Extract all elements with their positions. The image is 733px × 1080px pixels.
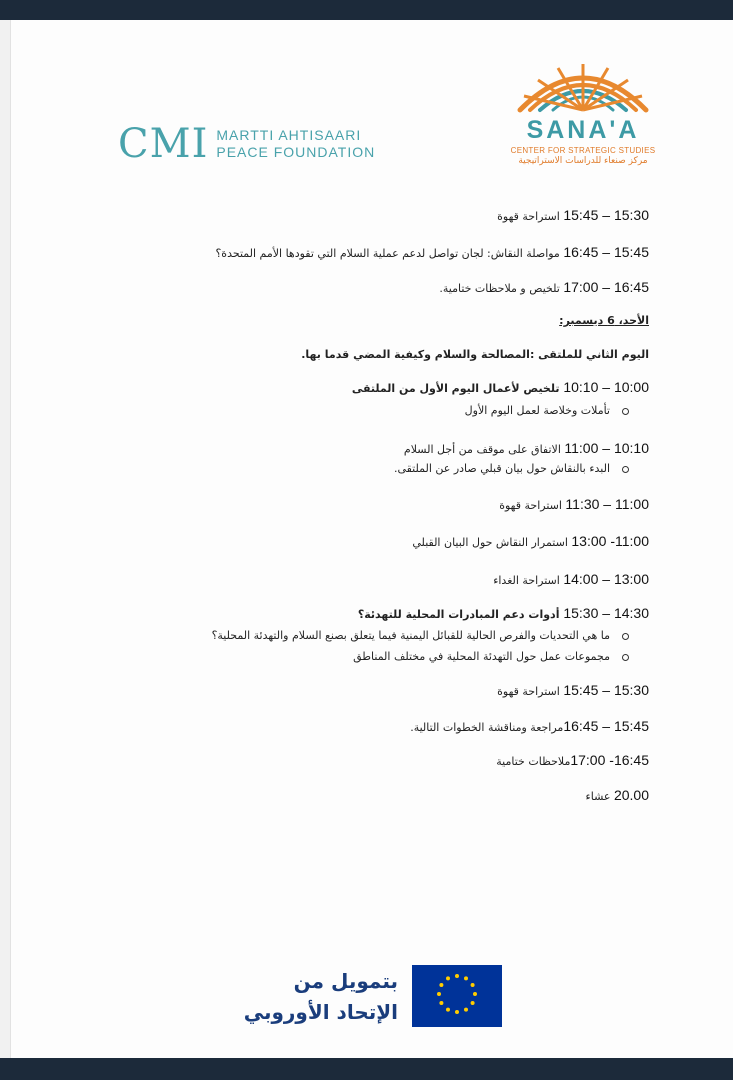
bullet-icon	[622, 466, 629, 473]
day-heading	[559, 314, 649, 328]
agenda-time: 15:45 – 16:45	[563, 244, 649, 260]
sanaa-logo	[508, 58, 658, 173]
window-top-bar	[0, 0, 733, 20]
sanaa-logo-english: CENTER FOR STRATEGIC STUDIES	[510, 146, 656, 155]
document-page	[0, 20, 733, 1058]
sanaa-logo-arabic: مركز صنعاء للدراسات الاستراتيجية	[518, 156, 648, 166]
agenda-time: 20.00	[613, 787, 649, 803]
agenda-text: تلخيص و ملاحظات ختامية.	[439, 282, 560, 295]
agenda-item	[412, 534, 649, 550]
agenda-time: 15:30 – 15:45	[563, 682, 649, 698]
sanaa-logo-name: SANA'A	[526, 116, 640, 144]
agenda-text: استراحة قهوة	[497, 210, 560, 223]
cmi-logo-line2: PEACE FOUNDATION	[216, 144, 376, 160]
agenda-bullet-text: ما هي التحديات والفرص الحالية للقبائل اليمنية فيما يتعلق بصنع السلام والتهدئة المحلية؟	[211, 629, 610, 642]
agenda-bullet	[353, 650, 629, 664]
agenda-text: ملاحظات ختامية	[496, 755, 571, 768]
bullet-icon	[622, 654, 629, 661]
agenda-time: 11:00- 13:00	[571, 533, 649, 549]
agenda-item	[586, 788, 649, 804]
agenda-time: 16:45 – 17:00	[563, 279, 649, 295]
agenda-text: تلخيص لأعمال اليوم الأول من الملتقى	[351, 382, 560, 395]
agenda-time: 10:10 – 11:00	[564, 440, 649, 456]
funding-text	[238, 966, 398, 1028]
cmi-logo-mark: CMI	[118, 121, 209, 167]
eu-flag-icon	[412, 965, 502, 1027]
window-bottom-bar	[0, 1058, 733, 1080]
agenda-time: 15:30 – 15:45	[563, 207, 649, 223]
cmi-logo-line1: MARTTI AHTISAARI	[216, 127, 362, 143]
agenda-time: 10:00 – 10:10	[563, 379, 649, 395]
agenda-text: عشاء	[585, 790, 611, 803]
agenda-bullet	[212, 629, 629, 643]
agenda-text: أدوات دعم المبادرات المحلية للتهدئة؟	[357, 608, 560, 621]
agenda-item	[358, 606, 649, 622]
agenda-bullet	[394, 462, 629, 476]
cmi-logo-text	[216, 127, 375, 161]
agenda-item	[410, 719, 649, 735]
agenda-bullet-text: تأملات وخلاصة لعمل اليوم الأول	[464, 404, 610, 417]
agenda-text: استمرار النقاش حول البيان القبلي	[412, 536, 568, 549]
bullet-icon	[622, 408, 629, 415]
day-subtitle: اليوم الثاني للملتقى :المصالحة والسلام وكيفية المضي قدما بها.	[301, 348, 649, 361]
bullet-icon	[622, 633, 629, 640]
sanaa-logo-fan-icon	[508, 58, 658, 118]
agenda-item	[404, 441, 649, 457]
agenda-item	[439, 280, 649, 296]
agenda-text: استراحة قهوة	[499, 499, 562, 512]
agenda-time: 14:30 – 15:30	[563, 605, 649, 621]
funding-line1: بتمويل من	[293, 969, 398, 993]
agenda-item	[496, 753, 649, 769]
agenda-text: استراحة قهوة	[497, 685, 560, 698]
agenda-bullet-text: البدء بالنقاش حول بيان قبلي صادر عن الملتقى.	[393, 462, 610, 475]
agenda-text: الاتفاق على موقف من أجل السلام	[403, 443, 561, 456]
agenda-time: 13:00 – 14:00	[563, 571, 649, 587]
agenda-item	[493, 572, 649, 588]
agenda-text: مواصلة النقاش: لجان تواصل لدعم عملية السلام التي تقودها الأمم المتحدة؟	[215, 247, 560, 260]
agenda-item	[497, 208, 649, 224]
agenda-bullet-text: مجموعات عمل حول التهدئة المحلية في مختلف المناطق	[353, 650, 610, 663]
agenda-time: 15:45 – 16:45	[563, 718, 649, 734]
agenda-item	[499, 497, 649, 513]
agenda-bullet	[465, 404, 629, 418]
agenda-item	[497, 683, 649, 699]
agenda-item	[352, 380, 649, 396]
page-edge	[0, 20, 11, 1058]
agenda-time: 11:00 – 11:30	[565, 496, 649, 512]
agenda-time: 16:45- 17:00	[570, 752, 649, 768]
agenda-text: استراحة الغداء	[493, 574, 560, 587]
cmi-logo	[118, 121, 376, 167]
agenda-text: مراجعة ومناقشة الخطوات التالية.	[410, 721, 564, 734]
day-heading-text: الأحد، 6 ديسمبر:	[559, 314, 649, 327]
funding-line2: الإتحاد الأوروبي	[243, 1000, 398, 1024]
agenda-item	[215, 245, 649, 261]
